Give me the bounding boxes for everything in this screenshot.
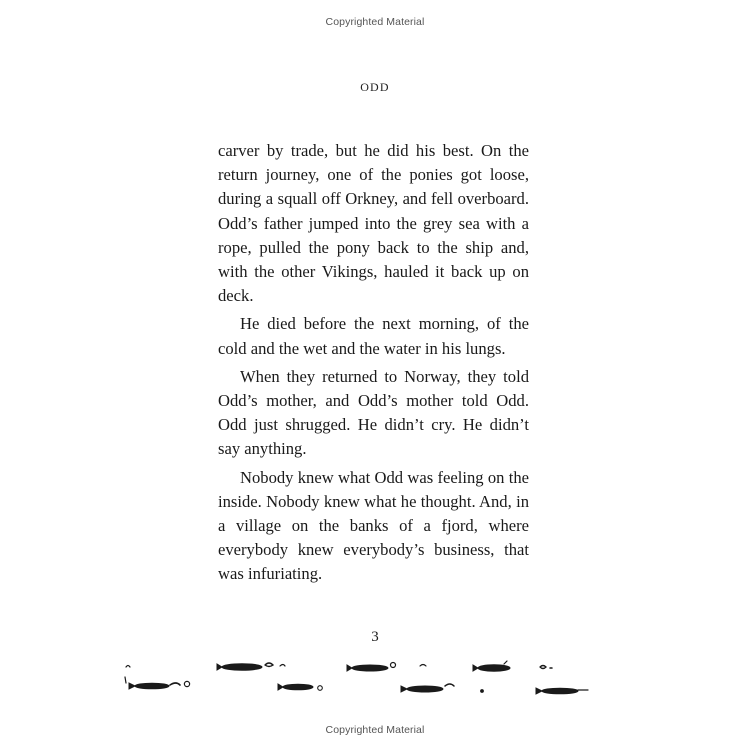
running-head: ODD	[360, 80, 390, 94]
page-number: 3	[371, 629, 379, 645]
copyright-watermark-bottom: Copyrighted Material	[325, 724, 425, 736]
fish-and-waves-ornament-icon	[120, 655, 620, 705]
paragraph: carver by trade, but he did his best. On the return journey, one of the ponies got loose, during a squall off Orkney, and fell overboard. Odd’s father jumped into the grey sea with a rope, pulled the pony back to the ship and, with the other Vikings, hauled it back up on deck.	[218, 141, 529, 306]
paragraph: When they returned to Norway, they told Odd’s mother, and Odd’s mother told Odd. Odd just shrugged. He didn’t cry. He didn’t say anything.	[218, 366, 529, 459]
paragraph: Nobody knew what Odd was feeling on the inside. Nobody knew what he thought. And, in a village on the banks of a fjord, where everybody knew everybody’s business, that was infuriating.	[218, 467, 529, 584]
paragraph: He died before the next morning, of the cold and the wet and the water in his lungs.	[218, 314, 529, 358]
body-text	[218, 139, 529, 587]
copyright-watermark-top: Copyrighted Material	[325, 16, 425, 28]
